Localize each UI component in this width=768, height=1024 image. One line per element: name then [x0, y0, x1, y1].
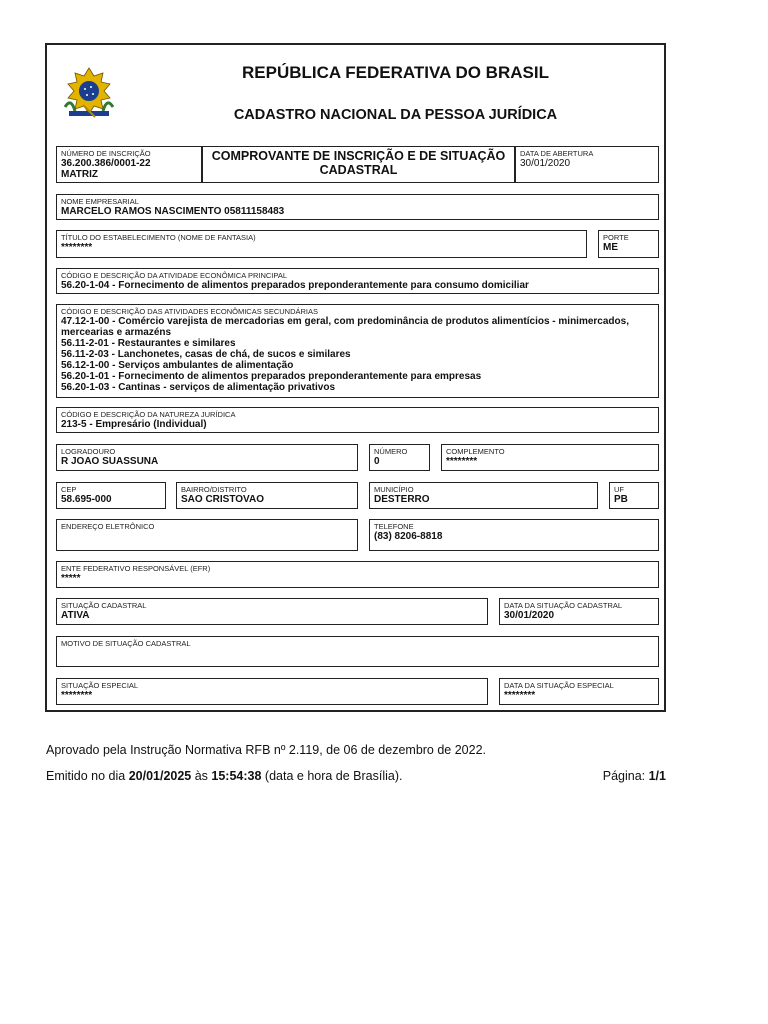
abertura-label: DATA DE ABERTURA [520, 149, 594, 158]
uf-label: UF [614, 485, 624, 494]
atividade-principal-label: CÓDIGO E DESCRIÇÃO DA ATIVIDADE ECONÔMICA PRINCIPAL [61, 271, 288, 280]
inscricao-type: MATRIZ [61, 169, 99, 180]
numero-label: NÚMERO [374, 447, 408, 456]
abertura-box [515, 146, 659, 183]
natureza-juridica-label: CÓDIGO E DESCRIÇÃO DA NATUREZA JURÍDICA [61, 410, 236, 419]
cep-label: CEP [61, 485, 77, 494]
natureza-juridica-value: 213-5 - Empresário (Individual) [61, 419, 207, 430]
emission-time: 15:54:38 [211, 769, 262, 783]
logradouro-value: R JOAO SUASSUNA [61, 456, 159, 467]
uf-value: PB [614, 494, 628, 505]
bairro-label: BAIRRO/DISTRITO [181, 485, 247, 494]
emission-prefix: Emitido no dia [46, 769, 129, 783]
comprovante-title-box [202, 146, 515, 183]
emission-mid: às [191, 769, 212, 783]
nome-empresarial-value: MARCELO RAMOS NASCIMENTO 05811158483 [61, 206, 285, 217]
nome-empresarial-box [56, 194, 659, 220]
atividade-secundaria-item: 56.20-1-03 - Cantinas - serviços de alimentação privativos [61, 382, 336, 393]
situacao-box [56, 598, 488, 625]
cep-box [56, 482, 166, 509]
efr-label: ENTE FEDERATIVO RESPONSÁVEL (EFR) [61, 564, 211, 573]
efr-value: ***** [61, 573, 81, 584]
atividade-secundaria-item: 56.11-2-03 - Lanchonetes, casas de chá, de sucos e similares [61, 349, 351, 360]
atividade-secundaria-item: 56.20-1-01 - Fornecimento de alimentos preparados preponderantemente para empresas [61, 371, 482, 382]
efr-box [56, 561, 659, 588]
logradouro-label: LOGRADOURO [61, 447, 116, 456]
complemento-box [441, 444, 659, 471]
atividade-secundaria-item: 47.12-1-00 - Comércio varejista de mercadorias em geral, com predominância de produtos alimentícios - minimercados, mercearias e armazéns [61, 316, 629, 338]
comprovante-title: COMPROVANTE DE INSCRIÇÃO E DE SITUAÇÃO CADASTRAL [211, 149, 506, 177]
porte-label: PORTE [603, 233, 629, 242]
situacao-especial-label: SITUAÇÃO ESPECIAL [61, 681, 139, 690]
atividade-principal-box [56, 268, 659, 294]
porte-value: ME [603, 242, 618, 253]
motivo-label: MOTIVO DE SITUAÇÃO CADASTRAL [61, 639, 191, 648]
numero-value: 0 [374, 456, 380, 467]
telefone-label: TELEFONE [374, 522, 414, 531]
page-indicator [603, 769, 666, 783]
data-situacao-especial-box [499, 678, 659, 705]
situacao-especial-value: ******** [61, 690, 93, 701]
telefone-value: (83) 8206-8818 [374, 531, 443, 542]
situacao-label: SITUAÇÃO CADASTRAL [61, 601, 147, 610]
atividade-secundaria-item: 56.11-2-01 - Restaurantes e similares [61, 338, 236, 349]
abertura-value: 30/01/2020 [520, 158, 571, 169]
page-label: Página: [602, 769, 649, 783]
page-subtitle: CADASTRO NACIONAL DA PESSOA JURÍDICA [233, 107, 558, 123]
fantasia-label: TÍTULO DO ESTABELECIMENTO (NOME DE FANTASIA) [61, 233, 256, 242]
bairro-value: SAO CRISTOVAO [181, 494, 264, 505]
uf-box [609, 482, 659, 509]
emission-date: 20/01/2025 [128, 769, 192, 783]
natureza-juridica-box [56, 407, 659, 433]
emission-suffix: (data e hora de Brasília). [261, 769, 403, 783]
municipio-label: MUNICÍPIO [374, 485, 414, 494]
nome-empresarial-label: NOME EMPRESARIAL [61, 197, 139, 206]
page-value: 1/1 [648, 769, 666, 783]
situacao-especial-box [56, 678, 488, 705]
cep-value: 58.695-000 [61, 494, 112, 505]
bairro-box [176, 482, 358, 509]
data-situacao-box [499, 598, 659, 625]
inscricao-label: NÚMERO DE INSCRIÇÃO [61, 149, 151, 158]
numero-box [369, 444, 430, 471]
municipio-value: DESTERRO [374, 494, 430, 505]
complemento-value: ******** [446, 456, 478, 467]
fantasia-box [56, 230, 587, 258]
cnpj-certificate-frame [45, 43, 666, 712]
email-label: ENDEREÇO ELETRÔNICO [61, 522, 155, 531]
atividade-principal-value: 56.20-1-04 - Fornecimento de alimentos preparados preponderantemente para consumo domiciliar [61, 280, 529, 291]
emission-note [46, 769, 403, 783]
motivo-box [56, 636, 659, 667]
atividades-secundarias-label: CÓDIGO E DESCRIÇÃO DAS ATIVIDADES ECONÔMICAS SECUNDÁRIAS [61, 307, 318, 316]
telefone-box [369, 519, 659, 551]
inscricao-number: 36.200.386/0001-22 [61, 158, 151, 169]
logradouro-box [56, 444, 358, 471]
data-situacao-especial-label: DATA DA SITUAÇÃO ESPECIAL [504, 681, 614, 690]
atividade-secundaria-item: 56.12-1-00 - Serviços ambulantes de alimentação [61, 360, 294, 371]
porte-box [598, 230, 659, 258]
municipio-box [369, 482, 598, 509]
approval-note: Aprovado pela Instrução Normativa RFB nº 2.119, de 06 de dezembro de 2022. [46, 743, 487, 757]
email-box [56, 519, 358, 551]
atividades-secundarias-box [56, 304, 659, 398]
data-situacao-especial-value: ******** [504, 690, 536, 701]
situacao-value: ATIVA [61, 610, 90, 621]
inscricao-box [56, 146, 202, 183]
data-situacao-label: DATA DA SITUAÇÃO CADASTRAL [504, 601, 623, 610]
data-situacao-value: 30/01/2020 [504, 610, 555, 621]
page-title: REPÚBLICA FEDERATIVA DO BRASIL [242, 63, 549, 82]
fantasia-value: ******** [61, 242, 93, 253]
complemento-label: COMPLEMENTO [446, 447, 505, 456]
